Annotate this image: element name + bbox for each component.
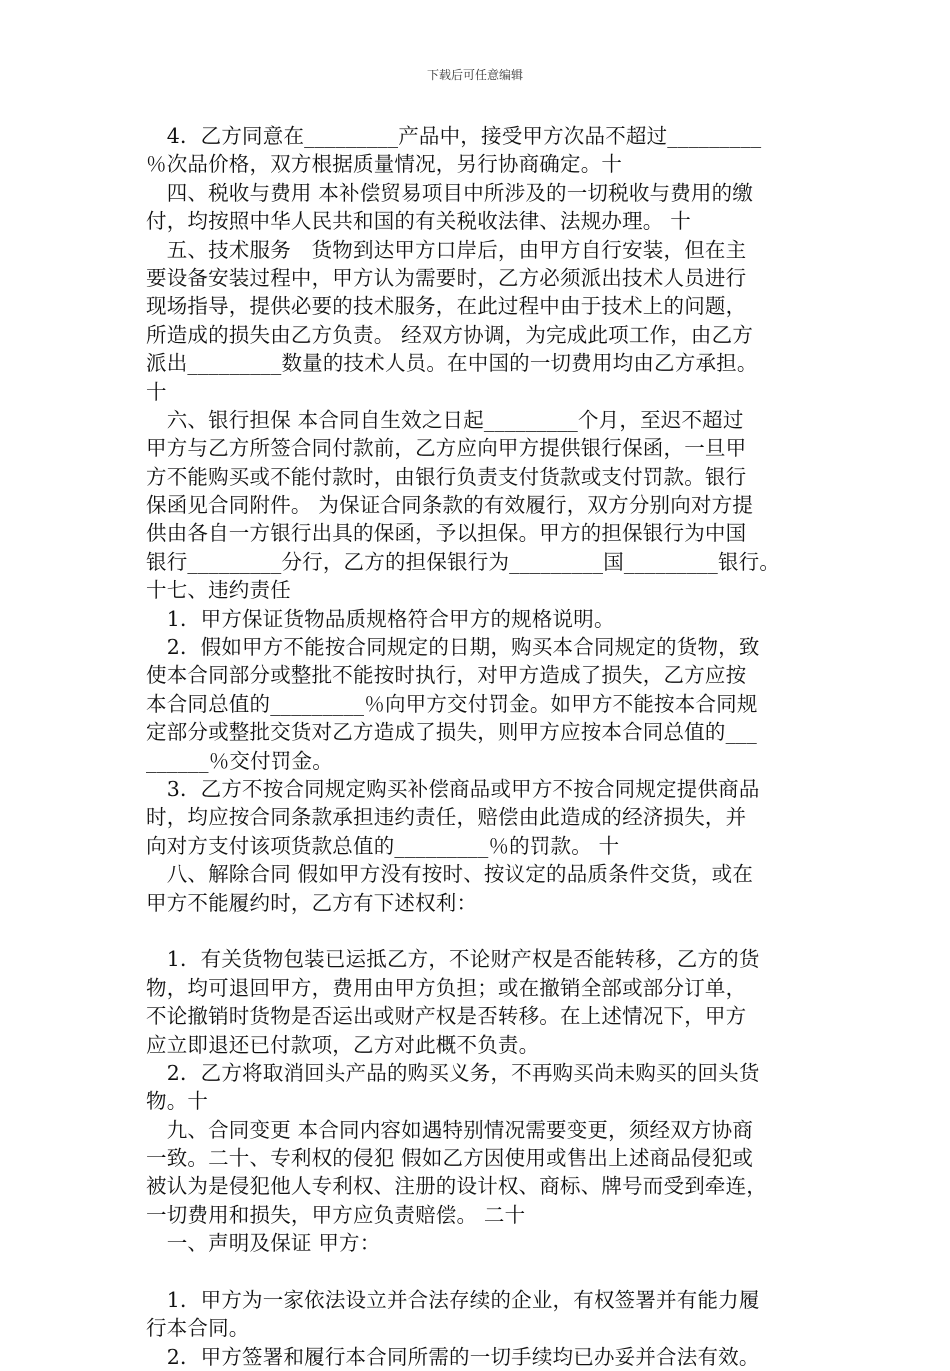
text-line: 应立即退还已付款项，乙方对此概不负责。 [146, 1032, 540, 1057]
text-line: 四、税收与费用 本补偿贸易项目中所涉及的一切税收与费用的缴 [146, 180, 754, 205]
text-line: 向对方支付该项货款总值的_________％的罚款。 十 [146, 833, 620, 858]
text-line: 现场指导，提供必要的技术服务，在此过程中由于技术上的问题， [146, 294, 747, 319]
text-line: 3．乙方不按合同规定购买补偿商品或甲方不按合同规定提供商品 [146, 776, 760, 801]
blank-line [146, 1258, 816, 1286]
text-line: 物。十 [146, 1089, 209, 1114]
text-line: 定部分或整批交货对乙方造成了损失，则甲方应按本合同总值的___ [146, 720, 757, 745]
text-line: 2．乙方将取消回头产品的购买义务，不再购买尚未购买的回头货 [146, 1060, 760, 1085]
text-line: 九、合同变更 本合同内容如遇特别情况需要变更，须经双方协商 [146, 1117, 754, 1142]
text-line: 1．甲方为一家依法设立并合法存续的企业，有权签署并有能力履 [146, 1288, 760, 1313]
text-line: 银行_________分行，乙方的担保银行为_________国_________银行。 [146, 549, 781, 574]
document-body [146, 122, 816, 1371]
text-line: ％次品价格，双方根据质量情况，另行协商确定。十 [146, 152, 623, 177]
text-line: 物，均可退回甲方，费用由甲方负担；或在撤销全部或部分订单， [146, 975, 747, 1000]
text-line: 被认为是侵犯他人专利权、注册的设计权、商标、牌号而受到牵连， [146, 1174, 767, 1199]
text-line: 供由各自一方银行出具的保函，予以担保。甲方的担保银行为中国 [146, 521, 747, 546]
text-line: 六、银行担保 本合同自生效之日起_________个月，至迟不超过 [146, 407, 744, 432]
page-header: 下载后可任意编辑 [426, 68, 523, 82]
blank-line [146, 917, 816, 945]
text-line: 1．有关货物包装已运抵乙方，不论财产权是否能转移，乙方的货 [146, 947, 760, 972]
text-line: 4．乙方同意在_________产品中，接受甲方次品不超过_________ [146, 124, 762, 148]
text-line: 派出_________数量的技术人员。在中国的一切费用均由乙方承担。 [146, 351, 758, 376]
text-line: 甲方不能履约时，乙方有下述权利： [146, 890, 478, 915]
text-line: 保函见合同附件。 为保证合同条款的有效履行，双方分别向对方提 [146, 493, 754, 518]
text-line: 本合同总值的_________％向甲方交付罚金。如甲方不能按本合同规 [146, 691, 758, 716]
text-line: 十 [146, 379, 167, 404]
text-line: 使本合同部分或整批不能按时执行，对甲方造成了损失，乙方应按 [146, 663, 747, 688]
text-line: ______％交付罚金。 [146, 748, 333, 773]
text-line: 一切费用和损失，甲方应负责赔偿。 二十 [146, 1202, 526, 1227]
text-line: 不论撤销时货物是否运出或财产权是否转移。在上述情况下，甲方 [146, 1004, 747, 1029]
text-line: 时，均应按合同条款承担违约责任，赔偿由此造成的经济损失，并 [146, 805, 747, 830]
text-line: 付，均按照中华人民共和国的有关税收法律、法规办理。 十 [146, 209, 691, 234]
text-line: 十七、违约责任 [146, 578, 291, 603]
text-line: 1．甲方保证货物品质规格符合甲方的规格说明。 [146, 606, 615, 631]
text-line: 方不能购买或不能付款时，由银行负责支付货款或支付罚款。银行 [146, 464, 747, 489]
text-line: 2．甲方签署和履行本合同所需的一切手续均已办妥并合法有效。 [146, 1344, 760, 1369]
text-line: 行本合同。 [146, 1316, 250, 1341]
text-line: 一致。二十、专利权的侵犯 假如乙方因使用或售出上述商品侵犯或 [146, 1146, 754, 1171]
text-line: 八、解除合同 假如甲方没有按时、按议定的品质条件交货，或在 [146, 862, 754, 887]
text-line: 要设备安装过程中，甲方认为需要时，乙方必须派出技术人员进行 [146, 265, 747, 290]
text-line: 所造成的损失由乙方负责。 经双方协调，为完成此项工作，由乙方 [146, 322, 754, 347]
text-line: 甲方与乙方所签合同付款前，乙方应向甲方提供银行保函，一旦甲 [146, 436, 747, 461]
text-line: 一、声明及保证 甲方： [146, 1231, 381, 1256]
text-line: 2．假如甲方不能按合同规定的日期，购买本合同规定的货物，致 [146, 635, 760, 660]
text-line: 五、技术服务 货物到达甲方口岸后，由甲方自行安装，但在主 [146, 237, 747, 262]
